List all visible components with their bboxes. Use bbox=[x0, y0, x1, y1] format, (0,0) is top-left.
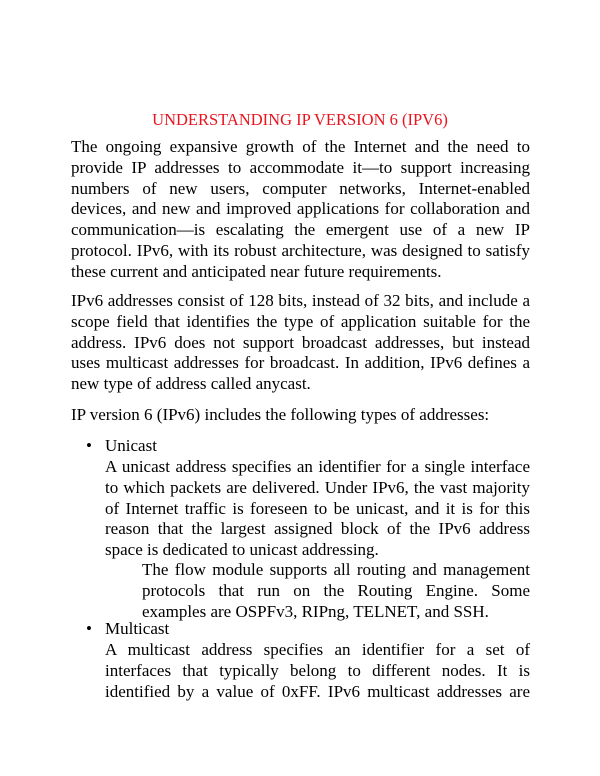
intro-paragraph: The ongoing expansive growth of the Internet and the need to provide IP addresses to accommodate it—to support increasing numbers of new users, computer networks, Internet-enabled devices, and new and improved applications for collaboration and communication—is escalating the emergent use of a new IP protocol. IPv6, with its robust architecture, was designed to satisfy these current and anticipated near future requirements. bbox=[71, 137, 530, 281]
address-types-intro: IP version 6 (IPv6) includes the following types of addresses: bbox=[71, 405, 490, 424]
bullet-icon: • bbox=[86, 619, 92, 638]
list-item-description: A multicast address specifies an identifier for a set of interfaces that typically belong to different nodes. It is identified by a value of 0xFF. IPv6 multicast addresses are bbox=[105, 640, 530, 701]
list-item-title: Unicast bbox=[105, 436, 157, 455]
bullet-icon: • bbox=[86, 436, 92, 455]
list-item-title: Multicast bbox=[105, 619, 170, 638]
page-title: UNDERSTANDING IP VERSION 6 (IPV6) bbox=[152, 110, 448, 129]
address-format-paragraph: IPv6 addresses consist of 128 bits, instead of 32 bits, and include a scope field that identifies the type of application suitable for the address. IPv6 does not support broadcast addresses, but instead uses multicast addresses for broadcast. In addition, IPv6 defines a new type of address called anycast. bbox=[71, 291, 530, 394]
list-item-description: A unicast address specifies an identifier for a single interface to which packets are delivered. Under IPv6, the vast majority of Internet traffic is foreseen to be unicast, and it is for this reason that the largest assigned block of the IPv6 address space is dedicated to unicast addressing. bbox=[105, 457, 530, 560]
list-item-note: The flow module supports all routing and management protocols that run on the Routing Engine. Some examples are OSPFv3, RIPng, TELNET, and SSH. bbox=[142, 560, 530, 621]
